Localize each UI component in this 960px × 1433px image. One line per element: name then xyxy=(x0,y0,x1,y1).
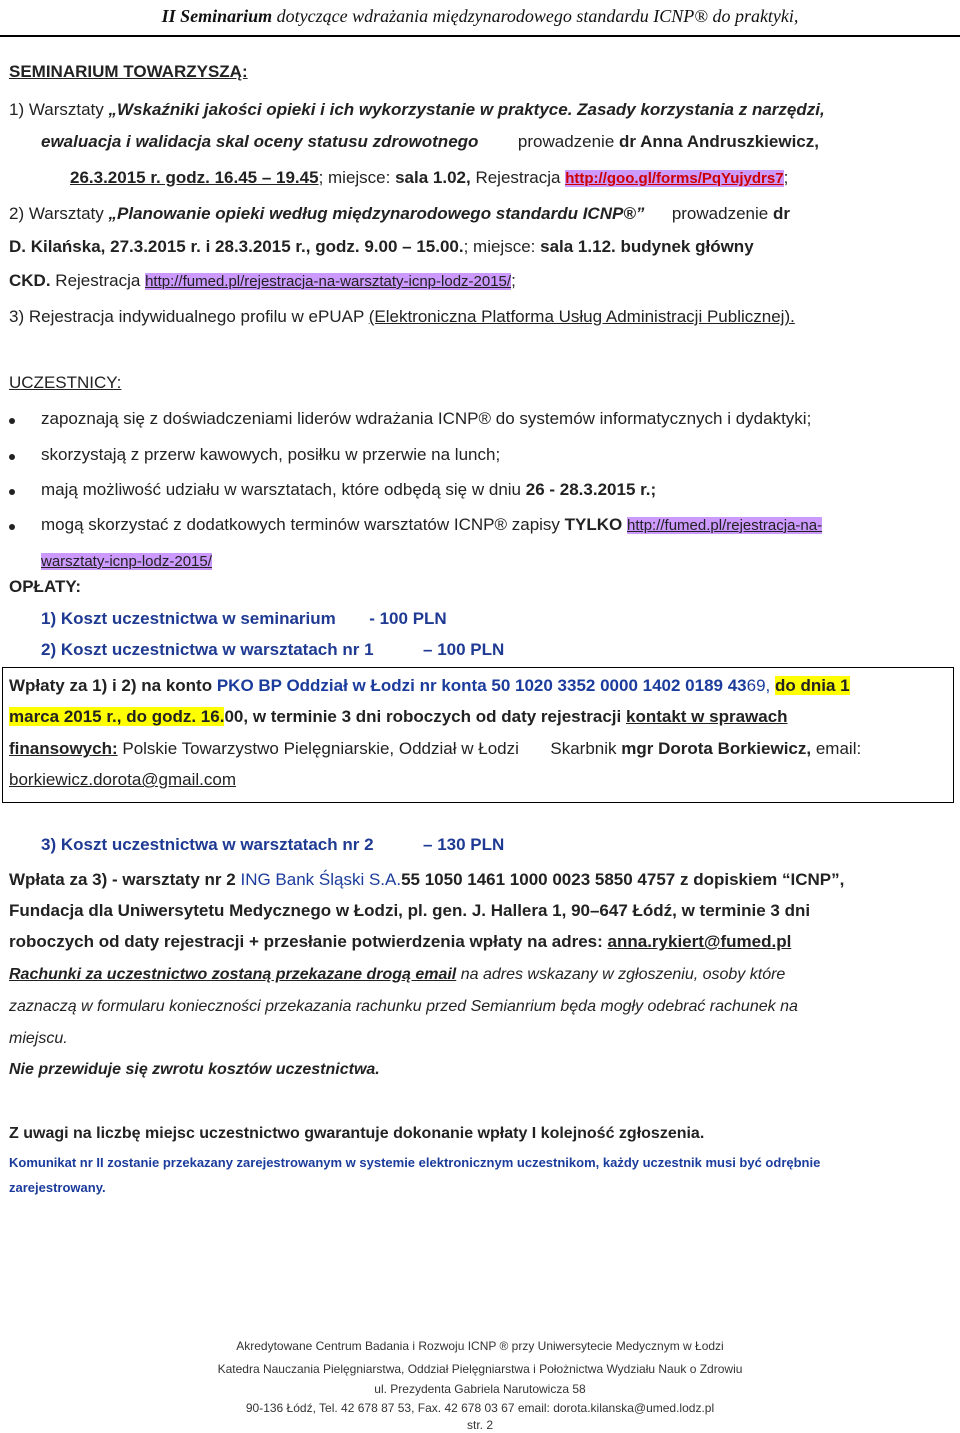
communique-line-1: Komunikat nr II zostanie przekazany zarejestrowanym w systemie elektronicznym uczestnikom, każdy uczestnik musi być odrębnie xyxy=(9,1155,821,1170)
workshop1-title-b: ewaluacja i walidacja skal oceny statusu zdrowotnego xyxy=(41,132,479,151)
workshop2-place-b: CKD. xyxy=(9,271,51,290)
workshop2-title: „Planowanie opieki według międzynarodowego standardu ICNP®” xyxy=(108,204,645,223)
workshop2-reg-link[interactable]: http://fumed.pl/rejestracja-na-warsztaty-icnp-lodz-2015/ xyxy=(145,273,512,290)
workshop1-lead-by: prowadzenie xyxy=(517,132,615,151)
workshop1-num: 1) Warsztaty xyxy=(9,100,104,119)
workshop1-line1 xyxy=(9,100,825,120)
invoices-line-1 xyxy=(9,966,785,984)
bullet-icon xyxy=(9,524,15,530)
item3-line xyxy=(9,307,795,327)
payment-box-l1-tail: 69, xyxy=(746,676,771,695)
workshop2-place-label: ; miejsce: xyxy=(463,237,536,256)
invoices-line-2: zaznaczą w formularu konieczności przekazania rachunku przed Semianrium będa mogły odebrać rachunek na xyxy=(9,998,798,1015)
footer-line-1: Akredytowane Centrum Badania i Rozwoju ICNP ® przy Uniwersytecie Medycznym w Łodzi xyxy=(236,1339,724,1353)
payment-box-bank: PKO BP Oddział w Łodzi nr konta 50 1020 3352 0000 1402 0189 43 xyxy=(216,676,747,695)
participant-item-4-text: mogą skorzystać z dodatkowych terminów warsztatów ICNP® zapisy xyxy=(41,515,560,534)
payment-box-l1-a: Wpłaty za 1) i 2) xyxy=(9,676,137,695)
payment-box-line-2 xyxy=(9,707,788,727)
footer-line-4: 90-136 Łódź, Tel. 42 678 87 53, Fax. 42 678 03 67 email: dorota.kilanska@umed.lodz.pl xyxy=(245,1401,715,1415)
payment-box-l3-d: mgr Dorota Borkiewicz, xyxy=(621,739,812,758)
fee-2-label: 2) Koszt uczestnictwa w warsztatach nr 1 xyxy=(41,640,374,659)
payment-box-l2-b: 00, xyxy=(224,707,249,726)
payment3-l3-a: roboczych od daty rejestracji + przesłanie potwierdzenia wpłaty na adres: xyxy=(9,932,603,951)
payment-box-l2-c: w terminie 3 dni roboczych od daty rejestracji xyxy=(252,707,622,726)
participant-item-3 xyxy=(41,480,656,500)
workshop1-line3 xyxy=(70,168,788,188)
payment-box-line-1 xyxy=(9,676,850,696)
payment-box-email[interactable]: borkiewicz.dorota@gmail.com xyxy=(9,770,237,789)
payment3-bank: ING Bank Śląski S.A. xyxy=(240,870,402,889)
payment-box-l3-c: Skarbnik xyxy=(550,739,617,758)
participant-item-4-cont xyxy=(41,551,212,571)
payment-box-line-3 xyxy=(9,739,861,759)
workshop1-leader: dr Anna Andruszkiewicz, xyxy=(619,132,819,151)
page-number: str. 2 xyxy=(466,1418,493,1432)
workshop2-reg-label: Rejestracja xyxy=(55,271,141,290)
fee-2 xyxy=(41,640,504,660)
workshop1-title-a: „Wskaźniki jakości opieki i ich wykorzystanie w praktyce. Zasady korzystania z narzędzi, xyxy=(108,100,825,119)
payment3-email[interactable]: anna.rykiert@fumed.pl xyxy=(607,932,792,951)
payment-box-l2-d: kontakt w sprawach xyxy=(626,707,788,726)
fee-1 xyxy=(41,609,447,629)
fees-title: OPŁATY: xyxy=(9,577,82,596)
workshop1-date: 26.3.2015 r. godz. 16.45 – 19.45 xyxy=(70,168,319,187)
participant-item-2: skorzystają z przerw kawowych, posiłku w przerwie na lunch; xyxy=(41,445,501,464)
header-seminar: II Seminarium xyxy=(161,6,273,26)
bullet-icon xyxy=(9,489,15,495)
fee-1-amount: - 100 PLN xyxy=(369,609,447,628)
participant-item-4-link-a[interactable]: http://fumed.pl/rejestracja-na- xyxy=(627,517,823,534)
payment-box-l3-a: finansowych: xyxy=(9,739,118,758)
participant-item-4-only: TYLKO xyxy=(564,515,623,534)
participants-title: UCZESTNICY: xyxy=(9,373,122,392)
fee-1-label: 1) Koszt uczestnictwa w seminarium xyxy=(41,609,336,628)
accompanying-title: SEMINARIUM TOWARZYSZĄ: xyxy=(9,62,248,81)
seats-limit-note: Z uwagi na liczbę miejsc uczestnictwo gwarantuje dokonanie wpłaty I kolejność zgłoszenia. xyxy=(9,1125,705,1142)
payment3-line-1 xyxy=(9,870,844,890)
workshop2-dates: 27.3.2015 r. i 28.3.2015 r., godz. 9.00 – 15.00. xyxy=(110,237,464,256)
participant-item-4 xyxy=(41,515,822,535)
participant-item-3-date: 26 - 28.3.2015 r.; xyxy=(525,480,657,499)
workshop1-tail: ; xyxy=(783,168,789,187)
workshop1-line2 xyxy=(41,132,819,152)
footer-line-2: Katedra Nauczania Pielęgniarstwa, Oddział Pielęgniarstwa i Położnictwa Wydziału Nauk o Zdrowiu xyxy=(217,1362,743,1376)
participant-item-4-link-b[interactable]: warsztaty-icnp-lodz-2015/ xyxy=(41,553,212,570)
participant-item-1: zapoznają się z doświadczeniami liderów wdrażania ICNP® do systemów informatycznych i dydaktyki; xyxy=(41,409,812,428)
fee-3-amount: – 130 PLN xyxy=(423,835,505,854)
participant-item-3-text: mają możliwość udziału w warsztatach, które odbędą się w dniu xyxy=(41,480,522,499)
payment-box-l1-b: na konto xyxy=(141,676,213,695)
workshop2-line3 xyxy=(9,271,516,291)
payment-box-l3-e: email: xyxy=(815,739,862,758)
payment3-l1-c: “ICNP”, xyxy=(782,870,845,889)
payment-box-deadline-a: do dnia 1 xyxy=(775,676,850,695)
bullet-icon xyxy=(9,418,15,424)
workshop2-tail: ; xyxy=(511,271,516,290)
workshop2-num: 2) Warsztaty xyxy=(9,204,104,223)
payment-box-l3-b: Polskie Towarzystwo Pielęgniarskie, Oddział w Łodzi xyxy=(122,739,519,758)
header-rest: dotyczące wdrażania międzynarodowego standardu ICNP® do praktyki, xyxy=(276,6,799,26)
bullet-icon xyxy=(9,454,15,460)
payment-box-deadline-b: marca 2015 r., do godz. 16. xyxy=(9,707,225,726)
workshop2-leader-b: D. Kilańska, xyxy=(9,237,106,256)
page-header xyxy=(0,6,960,27)
workshop2-line1 xyxy=(9,204,790,224)
header-rule xyxy=(0,35,960,37)
workshop1-place-label: ; miejsce: xyxy=(318,168,391,187)
item3-platform: (Elektroniczna Platforma Usług Administracji Publicznej). xyxy=(368,307,795,326)
workshop1-place: sala 1.02, xyxy=(395,168,471,187)
fee-3 xyxy=(41,835,504,855)
workshop1-reg-label: Rejestracja xyxy=(475,168,561,187)
invoices-l1-a: Rachunki za uczestnictwo zostaną przekazane drogą email xyxy=(9,966,457,983)
workshop2-leader-a: dr xyxy=(772,204,790,223)
fee-3-label: 3) Koszt uczestnictwa w warsztatach nr 2 xyxy=(41,835,374,854)
workshop1-reg-link[interactable]: http://goo.gl/forms/PqYujydrs7 xyxy=(565,170,784,187)
footer-line-3: ul. Prezydenta Gabriela Narutowicza 58 xyxy=(374,1382,586,1396)
item3-text: 3) Rejestracja indywidualnego profilu w ePUAP xyxy=(9,307,364,326)
communique-line-2: zarejestrowany. xyxy=(9,1180,106,1195)
payment3-l1-b: 55 1050 1461 1000 0023 5850 4757 z dopiskiem xyxy=(401,870,778,889)
no-refund-note: Nie przewiduje się zwrotu kosztów uczestnictwa. xyxy=(9,1061,380,1078)
workshop2-line2 xyxy=(9,237,754,257)
invoices-l1-b: na adres wskazany w zgłoszeniu, osoby które xyxy=(460,966,786,983)
payment3-l1-a: Wpłata za 3) - warsztaty nr 2 xyxy=(9,870,236,889)
workshop2-place: sala 1.12. budynek główny xyxy=(540,237,754,256)
fee-2-amount: – 100 PLN xyxy=(423,640,505,659)
invoices-line-3: miejscu. xyxy=(9,1030,68,1047)
payment3-line-3 xyxy=(9,932,791,952)
payment3-line-2: Fundacja dla Uniwersytetu Medycznego w Łodzi, pl. gen. J. Hallera 1, 90–647 Łódź, w terminie 3 dni xyxy=(9,901,811,920)
workshop2-lead-by: prowadzenie xyxy=(671,204,769,223)
